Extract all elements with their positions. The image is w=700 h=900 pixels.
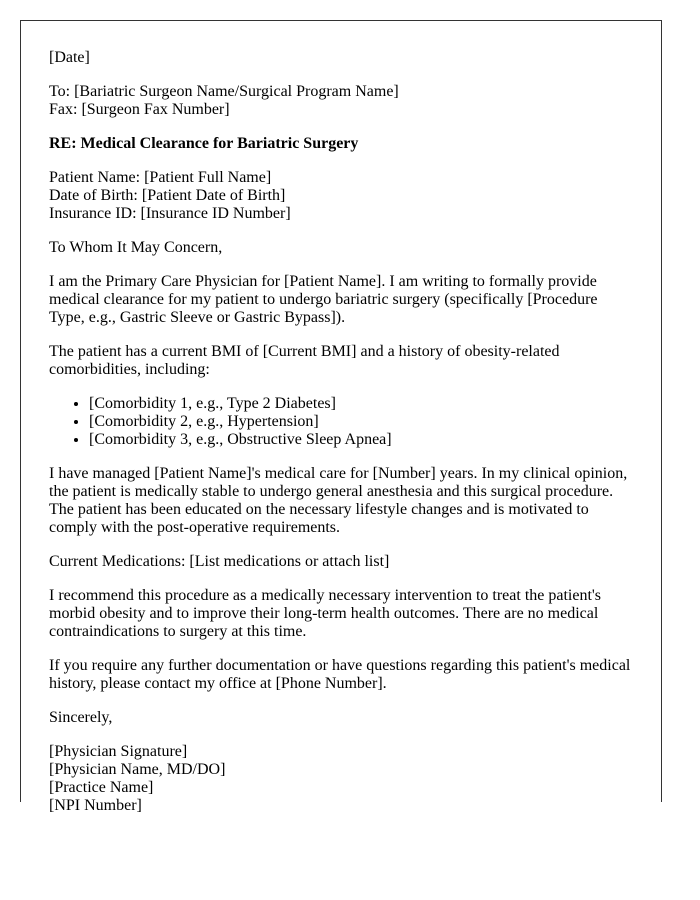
recipient-fax: Fax: [Surgeon Fax Number]: [49, 101, 230, 118]
patient-name: Patient Name: [Patient Full Name]: [49, 169, 272, 186]
practice-name: [Practice Name]: [49, 779, 154, 796]
patient-dob: Date of Birth: [Patient Date of Birth]: [49, 187, 286, 204]
recipient-to: To: [Bariatric Surgeon Name/Surgical Program Name]: [49, 83, 399, 100]
patient-insurance: Insurance ID: [Insurance ID Number]: [49, 205, 291, 222]
letter-body: [49, 49, 633, 815]
recommendation-paragraph: I recommend this procedure as a medically necessary intervention to treat the patient's morbid obesity and to improve their long-term health outcomes. There are no medical contraindications to surgery at this time.: [49, 587, 602, 640]
salutation: To Whom It May Concern,: [49, 239, 223, 256]
recipient-block: [49, 83, 633, 119]
subject-line: RE: Medical Clearance for Bariatric Surgery: [49, 135, 359, 152]
contact-paragraph: If you require any further documentation or have questions regarding this patient's medical history, please contact my office at [Phone Number].: [49, 657, 631, 692]
signature-block: [49, 743, 633, 815]
letter-page: [20, 20, 662, 814]
closing: Sincerely,: [49, 709, 113, 726]
comorbidity-list: [49, 395, 633, 449]
comorbidity-item: • [Comorbidity 1, e.g., Type 2 Diabetes]: [89, 395, 633, 413]
comorbidity-item: • [Comorbidity 3, e.g., Obstructive Sleep Apnea]: [89, 431, 633, 449]
patient-info-block: [49, 169, 633, 223]
physician-name: [Physician Name, MD/DO]: [49, 761, 226, 778]
medications-line: Current Medications: [List medications or attach list]: [49, 553, 390, 570]
history-paragraph: I have managed [Patient Name]'s medical care for [Number] years. In my clinical opinion, the patient is medically stable to undergo general anesthesia and this surgical procedure. The patient has been educated on the necessary lifestyle changes and is motivated to comply with the post-operative requirements.: [49, 465, 628, 536]
npi-number: [NPI Number]: [49, 797, 142, 814]
comorbidity-item: • [Comorbidity 2, e.g., Hypertension]: [89, 413, 633, 431]
physician-signature: [Physician Signature]: [49, 743, 188, 760]
bmi-paragraph: The patient has a current BMI of [Current BMI] and a history of obesity-related comorbidities, including:: [49, 343, 560, 378]
intro-paragraph: I am the Primary Care Physician for [Patient Name]. I am writing to formally provide medical clearance for my patient to undergo bariatric surgery (specifically [Procedure Type, e.g., Gastric Sleeve or Gastric Bypass]).: [49, 273, 598, 326]
letter-date: [Date]: [49, 49, 90, 66]
